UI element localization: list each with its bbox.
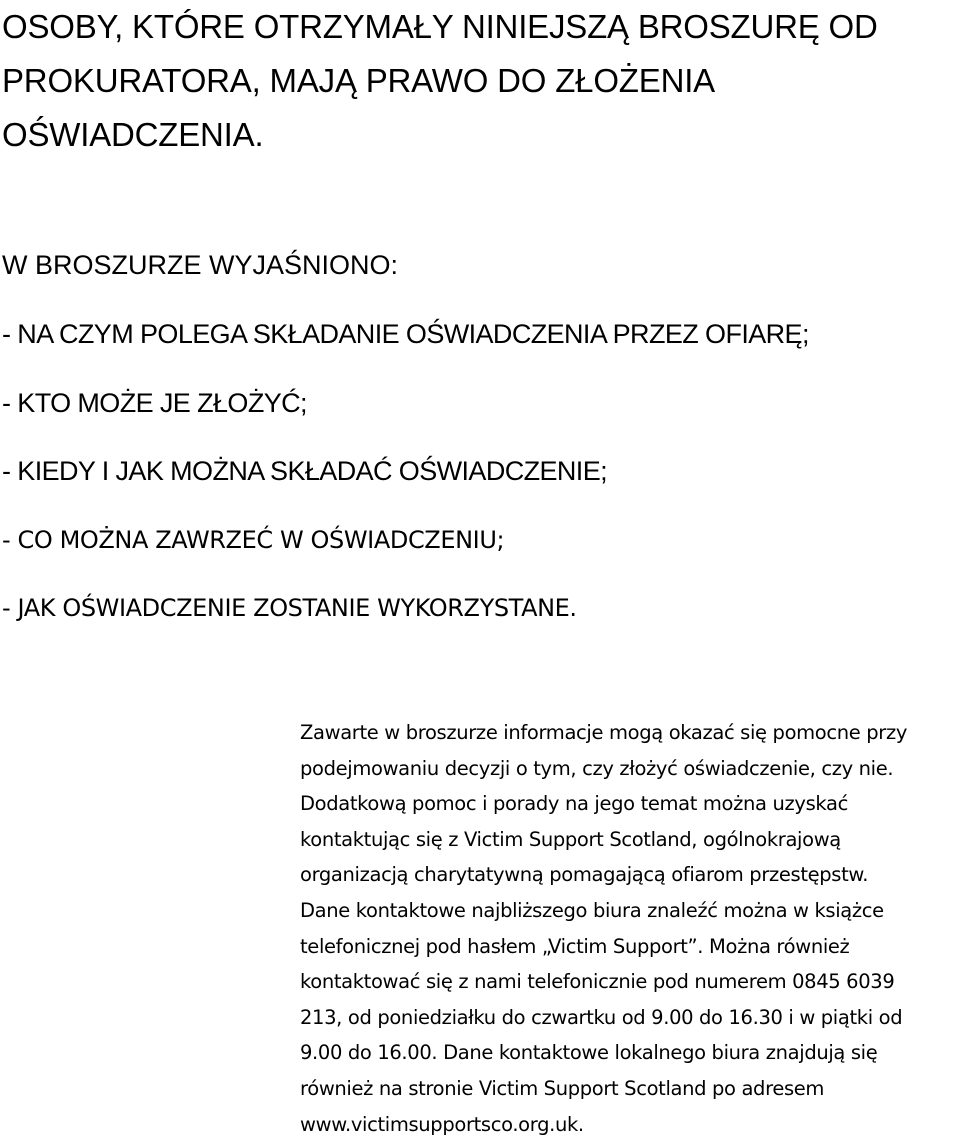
info-line: 213, od poniedziałku do czwartku od 9.00 do 16.30 i w piątki od: [300, 1005, 903, 1029]
info-line: również na stronie Victim Support Scotland po adresem: [300, 1076, 825, 1100]
info-line: Zawarte w broszurze informacje mogą okazać się pomocne przy: [300, 721, 908, 744]
topic-item: - NA CZYM POLEGA SKŁADANIE OŚWIADCZENIA PRZEZ OFIARĘ;: [2, 319, 809, 349]
info-line: podejmowaniu decyzji o tym, czy złożyć oświadczenie, czy nie.: [300, 756, 894, 780]
page-heading: [2, 0, 952, 162]
topic-item: - JAK OŚWIADCZENIE ZOSTANIE WYKORZYSTANE.: [2, 594, 577, 622]
heading-line: PROKURATORA, MAJĄ PRAWO DO ZŁOŻENIA: [2, 62, 715, 99]
topic-item: - KTO MOŻE JE ZŁOŻYĆ;: [2, 387, 307, 418]
topics-intro: W BROSZURZE WYJAŚNIONO:: [2, 250, 399, 280]
heading-line: OSOBY, KTÓRE OTRZYMAŁY NINIEJSZĄ BROSZURĘ OD: [2, 8, 878, 45]
topics-list: [2, 312, 809, 655]
info-paragraph: [300, 715, 960, 1142]
info-line: Dane kontaktowe najbliższego biura znaleźć można w książce: [300, 898, 884, 922]
info-line: kontaktować się z nami telefonicznie pod numerem 0845 6039: [300, 970, 895, 994]
heading-line: OŚWIADCZENIA.: [2, 116, 264, 153]
info-line: Dodatkową pomoc i porady na jego temat można uzyskać: [300, 792, 848, 816]
info-line: organizacją charytatywną pomagającą ofiarom przestępstw.: [300, 863, 869, 887]
info-line: telefonicznej pod hasłem „Victim Support”. Można również: [300, 934, 850, 958]
website-url[interactable]: www.victimsupportsco.org.uk.: [300, 1112, 584, 1136]
topic-item: - KIEDY I JAK MOŻNA SKŁADAĆ OŚWIADCZENIE;: [2, 456, 608, 486]
topic-item: - CO MOŻNA ZAWRZEĆ W OŚWIADCZENIU;: [2, 525, 505, 554]
info-line: 9.00 do 16.00. Dane kontaktowe lokalnego biura znajdują się: [300, 1041, 878, 1065]
info-line: kontaktując się z Victim Support Scotland, ogólnokrajową: [300, 827, 841, 851]
